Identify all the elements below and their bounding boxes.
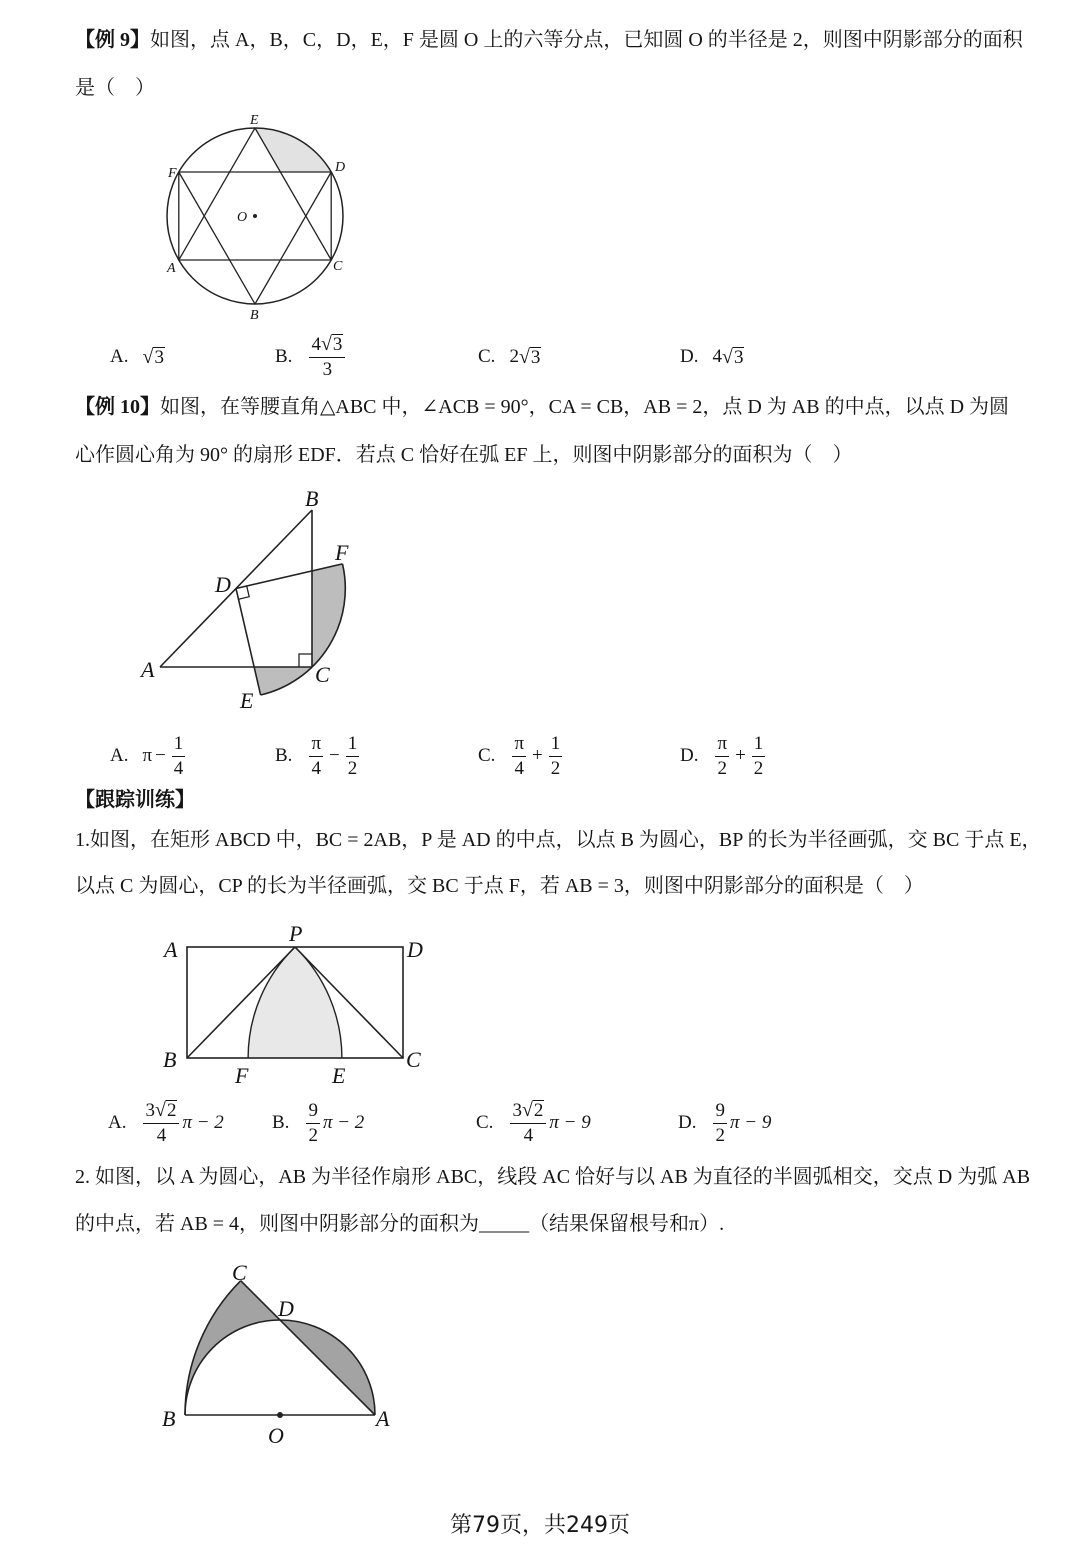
- fraction: [715, 733, 729, 780]
- option-tail: π − 9: [549, 1112, 591, 1133]
- option-tail: π − 9: [729, 1112, 772, 1133]
- ex10-options: [0, 731, 1000, 781]
- ex9-option-c: [478, 332, 541, 382]
- option-label: B.: [275, 346, 293, 367]
- fraction: 3 √ 2 4: [510, 1100, 546, 1147]
- numerator-coef: 3: [512, 1099, 522, 1121]
- ex10-option-a: [110, 731, 188, 781]
- fraction: [346, 733, 360, 780]
- ex9-tag: 【例 9】: [75, 29, 150, 51]
- radicand: 2: [533, 1099, 544, 1121]
- ex9-label-e: E: [250, 113, 259, 128]
- sqrt: √ 3: [721, 345, 744, 368]
- radicand: 2: [166, 1099, 177, 1121]
- numerator: 9: [713, 1100, 727, 1124]
- ex10-shaded-region-bottom: [254, 667, 312, 695]
- ex10-option-b: [275, 731, 362, 781]
- ex9-line-ea: [179, 128, 255, 260]
- numerator: π: [512, 733, 526, 757]
- option-label: C.: [478, 346, 496, 367]
- p2-label-d: D: [278, 1296, 294, 1321]
- numerator-coef: 4: [311, 333, 321, 355]
- denominator: 2: [550, 757, 561, 779]
- p2-text-before-blank: 的中点，若 AB = 4，则图中阴影部分的面积为: [75, 1213, 480, 1235]
- ex10-line-de: [236, 589, 261, 696]
- ex9-option-a: [110, 332, 165, 382]
- p1-label-b: B: [163, 1047, 177, 1072]
- ex9-label-c: C: [333, 259, 343, 274]
- ex9-options: [0, 332, 1000, 382]
- ex9-label-a: A: [167, 261, 176, 276]
- option-label: C.: [476, 1112, 494, 1133]
- ex9-question-line-2: 是（ ）: [75, 77, 155, 99]
- operator: −: [329, 745, 340, 766]
- denominator: 4: [523, 1124, 534, 1146]
- ex10-shaded-region-right: [312, 564, 345, 667]
- section-title-practice: 【跟踪训练】: [75, 789, 195, 811]
- ex10-label-b: B: [305, 486, 319, 511]
- denominator: 4: [156, 1124, 167, 1146]
- p2-label-a: A: [376, 1406, 390, 1431]
- ex10-label-f: F: [335, 540, 349, 565]
- numerator: 1: [346, 733, 360, 757]
- p1-label-p: P: [289, 921, 303, 946]
- option-label: A.: [108, 1112, 127, 1133]
- ex10-right-angle-c: [299, 654, 312, 667]
- p1-label-d: D: [407, 937, 423, 962]
- numerator: π: [309, 733, 323, 757]
- p1-options: [0, 1098, 1000, 1148]
- denominator: 3: [322, 358, 333, 380]
- ex9-center-dot: [253, 214, 257, 218]
- option-label: B.: [275, 745, 293, 766]
- radicand: 3: [733, 346, 744, 368]
- option-label: D.: [678, 1112, 697, 1133]
- operator: −: [155, 745, 166, 766]
- p1-shaded-region: [248, 947, 342, 1058]
- p1-question-line-1: 1.如图，在矩形 ABCD 中，BC = 2AB，P 是 AD 的中点，以点 B 为圆心，BP 的长为半径画弧，交 BC 于点 E，: [75, 829, 1042, 851]
- ex10-label-c: C: [315, 662, 330, 687]
- option-coef: 4: [712, 346, 722, 367]
- p1-option-d: [678, 1098, 771, 1148]
- numerator: 1: [549, 733, 563, 757]
- denominator: 2: [717, 757, 728, 779]
- fraction: [713, 1100, 727, 1147]
- numerator: 9: [306, 1100, 320, 1124]
- denominator: 2: [715, 1124, 725, 1146]
- ex10-figure-triangle-sector: [135, 480, 365, 715]
- radicand: 3: [530, 346, 541, 368]
- denominator: 2: [753, 757, 764, 779]
- denominator: 4: [514, 757, 524, 779]
- p1-label-f: F: [235, 1063, 249, 1088]
- option-coef: 2: [509, 346, 519, 367]
- denominator: 2: [347, 757, 358, 779]
- fraction: [549, 733, 563, 780]
- fraction: [172, 733, 186, 780]
- p1-question-line-2: 以点 C 为圆心，CP 的长为半径画弧，交 BC 于点 F，若 AB = 3，则图中阴影部分的面积是（ ）: [75, 875, 924, 897]
- ex10-option-d: [680, 731, 768, 781]
- p1-figure-rectangle-arcs: [155, 918, 435, 1090]
- answer-blank: _____: [479, 1213, 530, 1235]
- page-number-footer: 第79页，共249页: [450, 1513, 630, 1538]
- p2-question-line-2: [75, 1210, 724, 1238]
- ex10-tag: 【例 10】: [75, 396, 160, 418]
- ex10-label-a: A: [141, 657, 155, 682]
- fraction: [752, 733, 766, 780]
- p1-label-a: A: [164, 937, 178, 962]
- radicand: 3: [154, 346, 164, 368]
- option-tail: π − 2: [182, 1112, 224, 1133]
- operator: +: [735, 745, 746, 766]
- operator: +: [532, 745, 543, 766]
- ex9-option-d: [680, 332, 744, 382]
- p1-option-a: [108, 1098, 224, 1148]
- sqrt: √ 3: [142, 345, 164, 368]
- option-lead: π: [142, 745, 153, 766]
- fraction: 3 √ 2 4: [143, 1100, 179, 1147]
- option-tail: π − 2: [322, 1112, 365, 1133]
- denominator: 4: [311, 757, 321, 779]
- p1-option-b: [272, 1098, 364, 1148]
- ex10-text-1: 如图，在等腰直角△ABC 中，∠ACB = 90°，CA = CB，AB = 2，点 D 为 AB 的中点，以点 D 为圆: [160, 396, 1010, 418]
- ex10-label-d: D: [215, 572, 231, 597]
- radicand: 3: [332, 333, 343, 355]
- ex9-label-f: F: [168, 166, 177, 181]
- numerator-coef: 3: [145, 1099, 155, 1121]
- ex10-question-line-2: 心作圆心角为 90° 的扇形 EDF．若点 C 恰好在弧 EF 上，则图中阴影部分的面积为（ ）: [75, 444, 853, 466]
- p2-shaded-region-left: [185, 1281, 280, 1415]
- fraction: [306, 1100, 320, 1147]
- ex10-option-c: [478, 731, 565, 781]
- option-label: B.: [272, 1112, 290, 1133]
- ex9-text-1: 如图，点 A，B，C，D，E，F 是圆 O 上的六等分点，已知圆 O 的半径是 2，则图中阴影部分的面积: [150, 29, 1023, 51]
- fraction: 4 √ 3 3: [309, 334, 345, 381]
- ex9-label-b: B: [250, 308, 259, 323]
- denominator: 4: [173, 757, 184, 779]
- option-label: C.: [478, 745, 496, 766]
- p2-figure-sector-semicircle: [160, 1258, 405, 1450]
- option-label: D.: [680, 346, 699, 367]
- p1-option-c: [476, 1098, 591, 1148]
- option-label: A.: [110, 745, 129, 766]
- fraction: [309, 733, 323, 780]
- ex9-label-d: D: [335, 160, 346, 175]
- numerator: π: [715, 733, 729, 757]
- ex9-option-b: [275, 332, 348, 382]
- numerator: 1: [172, 733, 186, 757]
- ex9-question-line-1: [75, 26, 1023, 54]
- ex9-line-bd: [255, 172, 331, 304]
- sqrt: √ 3: [518, 345, 541, 368]
- p2-text-after-blank: （结果保留根号和π）.: [529, 1213, 725, 1235]
- option-label: D.: [680, 745, 699, 766]
- ex10-label-e: E: [240, 688, 254, 713]
- fraction: [512, 733, 526, 780]
- option-label: A.: [110, 346, 129, 367]
- ex9-label-o: O: [237, 210, 248, 225]
- ex9-figure-hexagon-circle: [145, 105, 370, 333]
- numerator: 1: [752, 733, 766, 757]
- ex9-line-bf: [179, 172, 255, 304]
- p2-label-b: B: [162, 1406, 176, 1431]
- p2-question-line-1: 2. 如图，以 A 为圆心，AB 为半径作扇形 ABC，线段 AC 恰好与以 AB 为直径的半圆弧相交，交点 D 为弧 AB: [75, 1166, 1031, 1188]
- ex10-question-line-1: [75, 393, 1009, 421]
- p2-label-c: C: [232, 1260, 247, 1285]
- p1-label-c: C: [406, 1047, 421, 1072]
- ex9-shaded-region: [255, 128, 331, 172]
- p2-line-ca: [241, 1281, 375, 1415]
- denominator: 2: [308, 1124, 318, 1146]
- p2-label-o: O: [268, 1423, 284, 1448]
- p2-center-dot: [277, 1412, 283, 1418]
- p1-label-e: E: [332, 1063, 346, 1088]
